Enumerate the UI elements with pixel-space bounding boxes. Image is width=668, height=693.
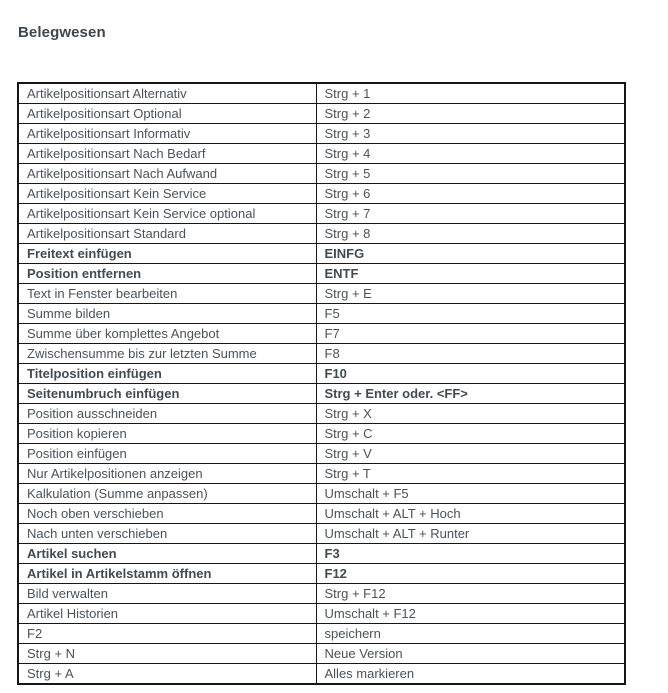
- action-cell: Bild verwalten: [18, 584, 316, 604]
- action-cell: Nur Artikelpositionen anzeigen: [18, 464, 316, 484]
- shortcut-cell: F10: [316, 364, 625, 384]
- action-cell: Artikel in Artikelstamm öffnen: [18, 564, 316, 584]
- action-cell: Titelposition einfügen: [18, 364, 316, 384]
- action-cell: Nach unten verschieben: [18, 524, 316, 544]
- action-cell: Artikel Historien: [18, 604, 316, 624]
- action-cell: Strg + N: [18, 644, 316, 664]
- action-cell: Artikelpositionsart Nach Aufwand: [18, 164, 316, 184]
- shortcut-cell: ENTF: [316, 264, 625, 284]
- shortcut-table-body: [18, 83, 625, 684]
- action-cell: Artikelpositionsart Standard: [18, 224, 316, 244]
- shortcut-cell: speichern: [316, 624, 625, 644]
- shortcut-cell: Strg + 5: [316, 164, 625, 184]
- shortcut-cell: Strg + 6: [316, 184, 625, 204]
- table-row: [18, 364, 625, 384]
- shortcut-cell: Strg + 2: [316, 104, 625, 124]
- action-cell: Position einfügen: [18, 444, 316, 464]
- shortcut-cell: Strg + E: [316, 284, 625, 304]
- action-cell: Summe über komplettes Angebot: [18, 324, 316, 344]
- shortcut-cell: F5: [316, 304, 625, 324]
- shortcut-cell: Strg + Enter oder. <FF>: [316, 384, 625, 404]
- table-row: [18, 264, 625, 284]
- action-cell: Seitenumbruch einfügen: [18, 384, 316, 404]
- action-cell: Position ausschneiden: [18, 404, 316, 424]
- table-row: [18, 304, 625, 324]
- table-row: [18, 83, 625, 104]
- action-cell: Artikelpositionsart Optional: [18, 104, 316, 124]
- action-cell: Artikelpositionsart Kein Service: [18, 184, 316, 204]
- table-row: [18, 624, 625, 644]
- action-cell: Artikelpositionsart Nach Bedarf: [18, 144, 316, 164]
- shortcut-cell: Umschalt + ALT + Runter: [316, 524, 625, 544]
- table-row: [18, 464, 625, 484]
- action-cell: F2: [18, 624, 316, 644]
- table-row: [18, 444, 625, 464]
- table-row: [18, 504, 625, 524]
- action-cell: Summe bilden: [18, 304, 316, 324]
- action-cell: Kalkulation (Summe anpassen): [18, 484, 316, 504]
- table-row: [18, 344, 625, 364]
- table-row: [18, 284, 625, 304]
- shortcut-cell: Strg + X: [316, 404, 625, 424]
- action-cell: Freitext einfügen: [18, 244, 316, 264]
- shortcut-cell: Strg + 8: [316, 224, 625, 244]
- shortcut-cell: Neue Version: [316, 644, 625, 664]
- table-row: [18, 604, 625, 624]
- shortcut-cell: EINFG: [316, 244, 625, 264]
- table-row: [18, 664, 625, 685]
- table-row: [18, 484, 625, 504]
- table-row: [18, 644, 625, 664]
- shortcut-cell: Umschalt + F5: [316, 484, 625, 504]
- shortcut-cell: Umschalt + ALT + Hoch: [316, 504, 625, 524]
- shortcut-cell: F7: [316, 324, 625, 344]
- shortcut-cell: Strg + C: [316, 424, 625, 444]
- action-cell: Zwischensumme bis zur letzten Summe: [18, 344, 316, 364]
- action-cell: Artikelpositionsart Alternativ: [18, 83, 316, 104]
- table-row: [18, 164, 625, 184]
- page-title: Belegwesen: [18, 24, 106, 41]
- action-cell: Noch oben verschieben: [18, 504, 316, 524]
- table-row: [18, 524, 625, 544]
- action-cell: Artikelpositionsart Kein Service optional: [18, 204, 316, 224]
- table-row: [18, 204, 625, 224]
- action-cell: Artikelpositionsart Informativ: [18, 124, 316, 144]
- table-row: [18, 544, 625, 564]
- shortcut-cell: Strg + T: [316, 464, 625, 484]
- table-row: [18, 224, 625, 244]
- action-cell: Artikel suchen: [18, 544, 316, 564]
- shortcut-cell: F3: [316, 544, 625, 564]
- table-row: [18, 184, 625, 204]
- table-row: [18, 404, 625, 424]
- table-row: [18, 144, 625, 164]
- table-row: [18, 324, 625, 344]
- shortcut-cell: F8: [316, 344, 625, 364]
- shortcut-cell: Umschalt + F12: [316, 604, 625, 624]
- shortcut-cell: Strg + V: [316, 444, 625, 464]
- table-row: [18, 384, 625, 404]
- shortcut-cell: Strg + 1: [316, 83, 625, 104]
- action-cell: Text in Fenster bearbeiten: [18, 284, 316, 304]
- table-row: [18, 424, 625, 444]
- action-cell: Position kopieren: [18, 424, 316, 444]
- shortcut-cell: Strg + 3: [316, 124, 625, 144]
- shortcut-table: [17, 82, 626, 685]
- table-row: [18, 564, 625, 584]
- action-cell: Strg + A: [18, 664, 316, 685]
- shortcut-cell: F12: [316, 564, 625, 584]
- shortcut-cell: Alles markieren: [316, 664, 625, 685]
- shortcut-cell: Strg + 4: [316, 144, 625, 164]
- table-row: [18, 124, 625, 144]
- table-row: [18, 244, 625, 264]
- action-cell: Position entfernen: [18, 264, 316, 284]
- table-row: [18, 104, 625, 124]
- shortcut-cell: Strg + F12: [316, 584, 625, 604]
- shortcut-cell: Strg + 7: [316, 204, 625, 224]
- table-row: [18, 584, 625, 604]
